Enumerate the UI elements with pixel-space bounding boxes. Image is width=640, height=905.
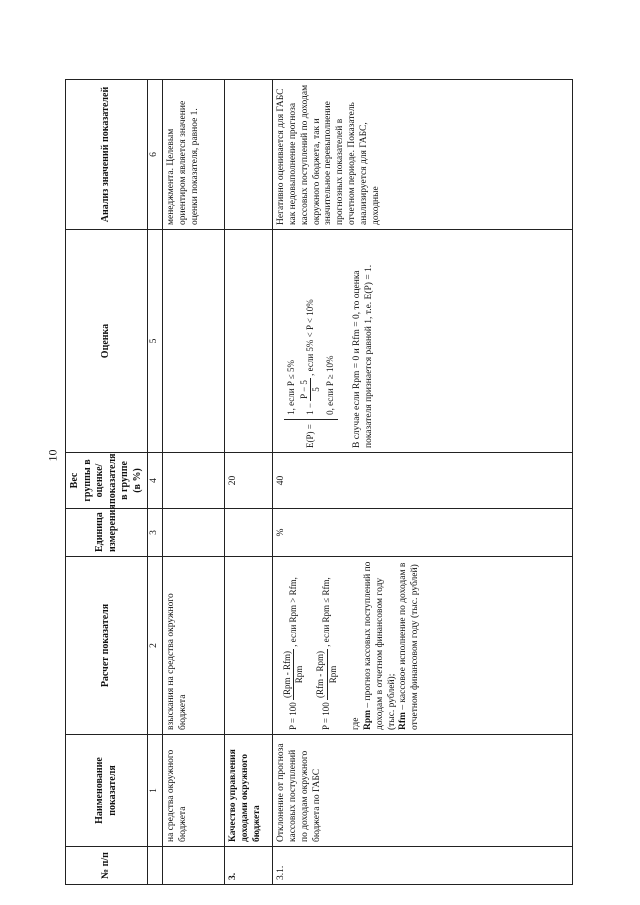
cont-weight — [162, 453, 224, 509]
eval-case-2-condition: , если 5% < P < 10% — [304, 299, 315, 376]
where-label: где — [350, 717, 361, 730]
group-unit — [224, 509, 272, 557]
row-analysis: Негативно оценивается для ГАБС как недовыполнение прогноза кассовых поступлений по доходам окружного бюджета, так и значительное перевыполнение прогнозных показателей в отчетном периоде. Показатель анализируется для ГАБС, доходные — [272, 80, 572, 230]
formula-2 — [315, 561, 339, 730]
eval-case-2-fraction — [299, 378, 323, 401]
column-numbers-row — [148, 80, 163, 885]
indicator-row-3-1 — [272, 80, 572, 885]
col-number-blank — [148, 847, 163, 885]
page-number: 10 — [45, 449, 60, 462]
row-calc — [272, 557, 572, 735]
cont-calc: взыскания на средства окружного бюджета — [162, 557, 224, 735]
formula-2-lhs: P = 100 — [321, 702, 332, 730]
rpm-symbol: Rpm — [362, 709, 373, 730]
group-name: Качество управления доходами окружного бюджета — [224, 735, 272, 847]
cont-unit — [162, 509, 224, 557]
header-no: № п/п — [66, 847, 148, 885]
rpm-definition — [363, 561, 399, 730]
row-eval — [272, 230, 572, 453]
formula-2-fraction — [315, 649, 339, 700]
formula-1-fraction — [282, 649, 306, 700]
rpm-description: – прогноз кассовых поступлений по доходам в отчетном финансовом году (тыс. рублей); — [362, 561, 397, 730]
eval-case-2-denominator: 5 — [311, 387, 322, 392]
formula-2-denominator: Rpm — [327, 665, 338, 684]
row-weight: 40 — [272, 453, 572, 509]
cont-name: на средства окружного бюджета — [162, 735, 224, 847]
rfm-description: – кассовое исполнение по доходам в отчетном финансовом году (тыс. рублей) — [398, 562, 421, 730]
group-eval — [224, 230, 272, 453]
row-unit: % — [272, 509, 572, 557]
col-number-1: 1 — [148, 735, 163, 847]
eval-case-1: 1, если P ≤ 5% — [285, 360, 296, 415]
row-no: 3.1. — [272, 847, 572, 885]
eval-cases — [284, 299, 338, 420]
continuation-row — [162, 80, 224, 885]
header-weight: Вес группы в оценке/ показателя в группе (в %) — [66, 453, 148, 509]
rotated-page — [65, 80, 585, 885]
group-no: 3. — [224, 847, 272, 885]
formula-1-condition: , если Rpm > Rfm, — [287, 577, 298, 647]
eval-note: В случае если Rpm = 0 и Rfm = 0, то оценка показателя признается равной 1, т.е. E(P) = 1. — [351, 264, 374, 448]
group-row — [224, 80, 272, 885]
header-unit: Единица измерения — [66, 509, 148, 557]
header-eval: Оценка — [66, 230, 148, 453]
indicator-table — [65, 79, 573, 885]
header-calc: Расчет показателя — [66, 557, 148, 735]
col-number-3: 3 — [148, 509, 163, 557]
formula-2-numerator: (Rfm - Rpm) — [315, 649, 327, 700]
header-analysis: Анализ значений показателей — [66, 80, 148, 230]
group-calc — [224, 557, 272, 735]
formula-1-numerator: (Rpm - Rfm) — [282, 649, 294, 700]
formula-1 — [282, 561, 306, 730]
header-row — [66, 80, 148, 885]
header-name: Наименование показателя — [66, 735, 148, 847]
eval-case-2-prefix: 1 − — [304, 403, 315, 415]
eval-case-3: 0, если P ≥ 10% — [324, 355, 335, 415]
eval-formula — [284, 234, 338, 448]
col-number-5: 5 — [148, 230, 163, 453]
col-number-2: 2 — [148, 557, 163, 735]
col-number-6: 6 — [148, 80, 163, 230]
cont-no — [162, 847, 224, 885]
cont-eval — [162, 230, 224, 453]
eval-case-2-numerator: P − 5 — [299, 378, 311, 401]
formula-1-denominator: Rpm — [294, 665, 305, 684]
cont-analysis: менеджмента. Целевым ориентиром является значение оценки показателя, равное 1. — [162, 80, 224, 230]
group-weight: 20 — [224, 453, 272, 509]
rfm-definition — [398, 561, 422, 730]
eval-case-2 — [299, 299, 323, 415]
rfm-symbol: Rfm — [398, 712, 409, 730]
col-number-4: 4 — [148, 453, 163, 509]
formula-1-lhs: P = 100 — [287, 702, 298, 730]
eval-lhs: E(P) = — [304, 424, 315, 448]
row-name: Отклонение от прогноза кассовых поступлений по доходам окружного бюджета по ГАБС — [272, 735, 572, 847]
group-analysis — [224, 80, 272, 230]
formula-2-condition: , если Rpm ≤ Rfm, — [321, 577, 332, 647]
